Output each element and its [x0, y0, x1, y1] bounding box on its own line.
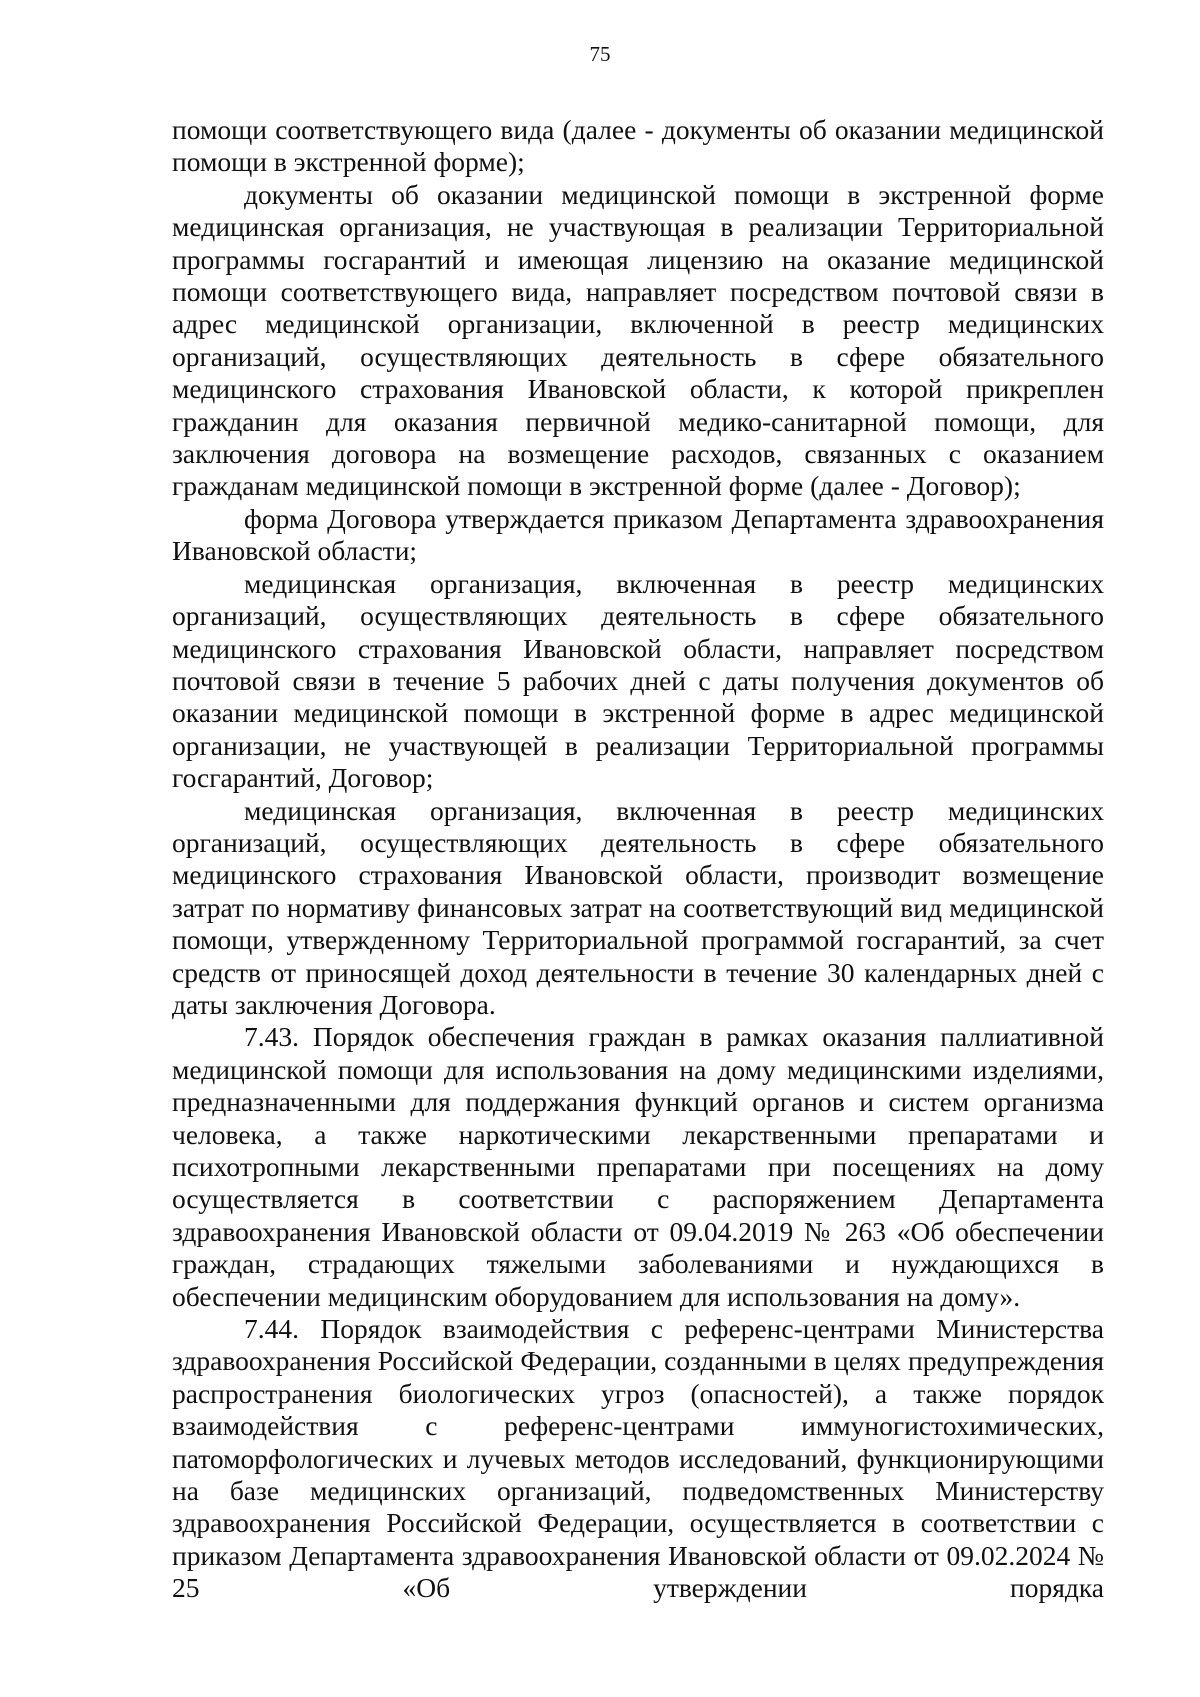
document-body: [172, 114, 1104, 1605]
paragraph-cost-reimbursement: медицинская организация, включенная в реестр медицинских организаций, осуществляющих деятельность в сфере обязательного медицинского страхования Ивановской области, производит возмещение затрат по нормативу финансовых затрат на соответствующий вид медицинской помощи, утвержденному Территориальной программой госгарантий, за счет средств от приносящей доход деятельности в течение 30 календарных дней с даты заключения Договора.: [172, 794, 1104, 1020]
paragraph-contract-sending: медицинская организация, включенная в реестр медицинских организаций, осуществляющих деятельность в сфере обязательного медицинского страхования Ивановской области, направляет посредством почтовой связи в течение 5 рабочих дней с даты получения документов об оказании медицинской помощи в экстренной форме в адрес медицинской организации, не участвующей в реализации Территориальной программы госгарантий, Договор;: [172, 567, 1104, 794]
paragraph-docs-sending: документы об оказании медицинской помощи в экстренной форме медицинская организация, не участвующая в реализации Территориальной программы госгарантий и имеющая лицензию на оказание медицинской помощи соответствующего вида, направляет посредством почтовой связи в адрес медицинской организации, включенной в реестр медицинских организаций, осуществляющих деятельность в сфере обязательного медицинского страхования Ивановской области, к которой прикреплен гражданин для оказания первичной медико-санитарной помощи, для заключения договора на возмещение расходов, связанных с оказанием гражданам медицинской помощи в экстренной форме (далее - Договор);: [172, 178, 1104, 502]
paragraph-contract-form: форма Договора утверждается приказом Департамента здравоохранения Ивановской области;: [172, 502, 1104, 567]
page-number: 75: [589, 42, 611, 66]
paragraph-item-7-44: 7.44. Порядок взаимодействия с референс-центрами Министерства здравоохранения Российской Федерации, созданными в целях предупреждения распространения биологических угроз (опасностей), а также порядок взаимодействия с референс-центрами иммуногистохимических, патоморфологических и лучевых методов исследований, функционирующими на базе медицинских организаций, подведомственных Министерству здравоохранения Российской Федерации, осуществляется в соответствии с приказом Департамента здравоохранения Ивановской области от 09.02.2024 № 25 «Об утверждении порядка: [172, 1313, 1104, 1604]
paragraph-item-7-43: 7.43. Порядок обеспечения граждан в рамках оказания паллиативной медицинской помощи для использования на дому медицинскими изделиями, предназначенными для поддержания функций органов и систем организма человека, а также наркотическими лекарственными препаратами и психотропными лекарственными препаратами при посещениях на дому осуществляется в соответствии с распоряжением Департамента здравоохранения Ивановской области от 09.04.2019 № 263 «Об обеспечении граждан, страдающих тяжелыми заболеваниями и нуждающихся в обеспечении медицинским оборудованием для использования на дому».: [172, 1021, 1104, 1312]
paragraph-emergency-docs-definition: помощи соответствующего вида (далее - документы об оказании медицинской помощи в экстренной форме);: [172, 114, 1104, 178]
